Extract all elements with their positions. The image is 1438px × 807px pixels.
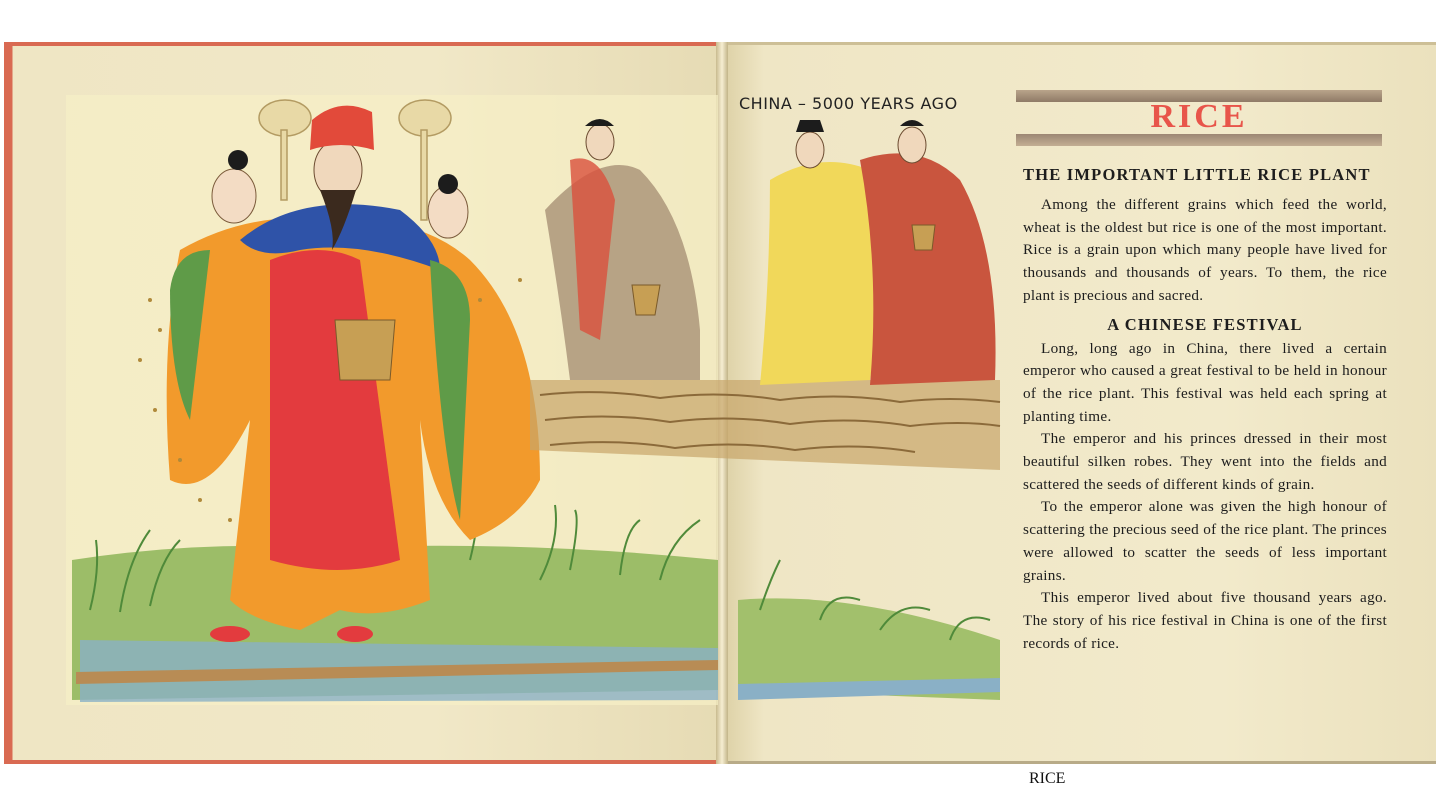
paragraph: To the emperor alone was given the high honour of scattering the precious seed of the rice plant. The princes were allowed to scatter the seeds of less important grains. <box>1023 498 1387 584</box>
title-banner <box>1016 90 1382 148</box>
section-heading: THE IMPORTANT LITTLE RICE PLANT <box>1023 165 1371 184</box>
paragraph: Long, long ago in China, there lived a certain emperor who caused a great festival to be held in honour of the rice plant. This festival was held each spring at planting time. <box>1023 339 1387 425</box>
section-heading: A CHINESE FESTIVAL <box>1107 314 1303 334</box>
paragraph: The emperor and his princes dressed in their most beautiful silken robes. They went into the fields and scattered the seeds of different kinds of grain. <box>1023 430 1387 493</box>
page-title: RICE <box>1150 98 1248 135</box>
paragraph: Among the different grains which feed the world, wheat is the oldest but rice is one of the most important. Rice is a grain upon which many people have lived for thousands and thousands of years. To them, the rice plant is precious and sacred. <box>1023 196 1387 304</box>
footer-caption: RICE <box>1029 770 1066 787</box>
paragraph: This emperor lived about five thousand years ago. The story of his rice festival in China is one of the first records of rice. <box>1023 589 1387 652</box>
article-text <box>1023 162 1387 655</box>
illustration-caption: CHINA – 5000 YEARS AGO <box>739 94 958 113</box>
